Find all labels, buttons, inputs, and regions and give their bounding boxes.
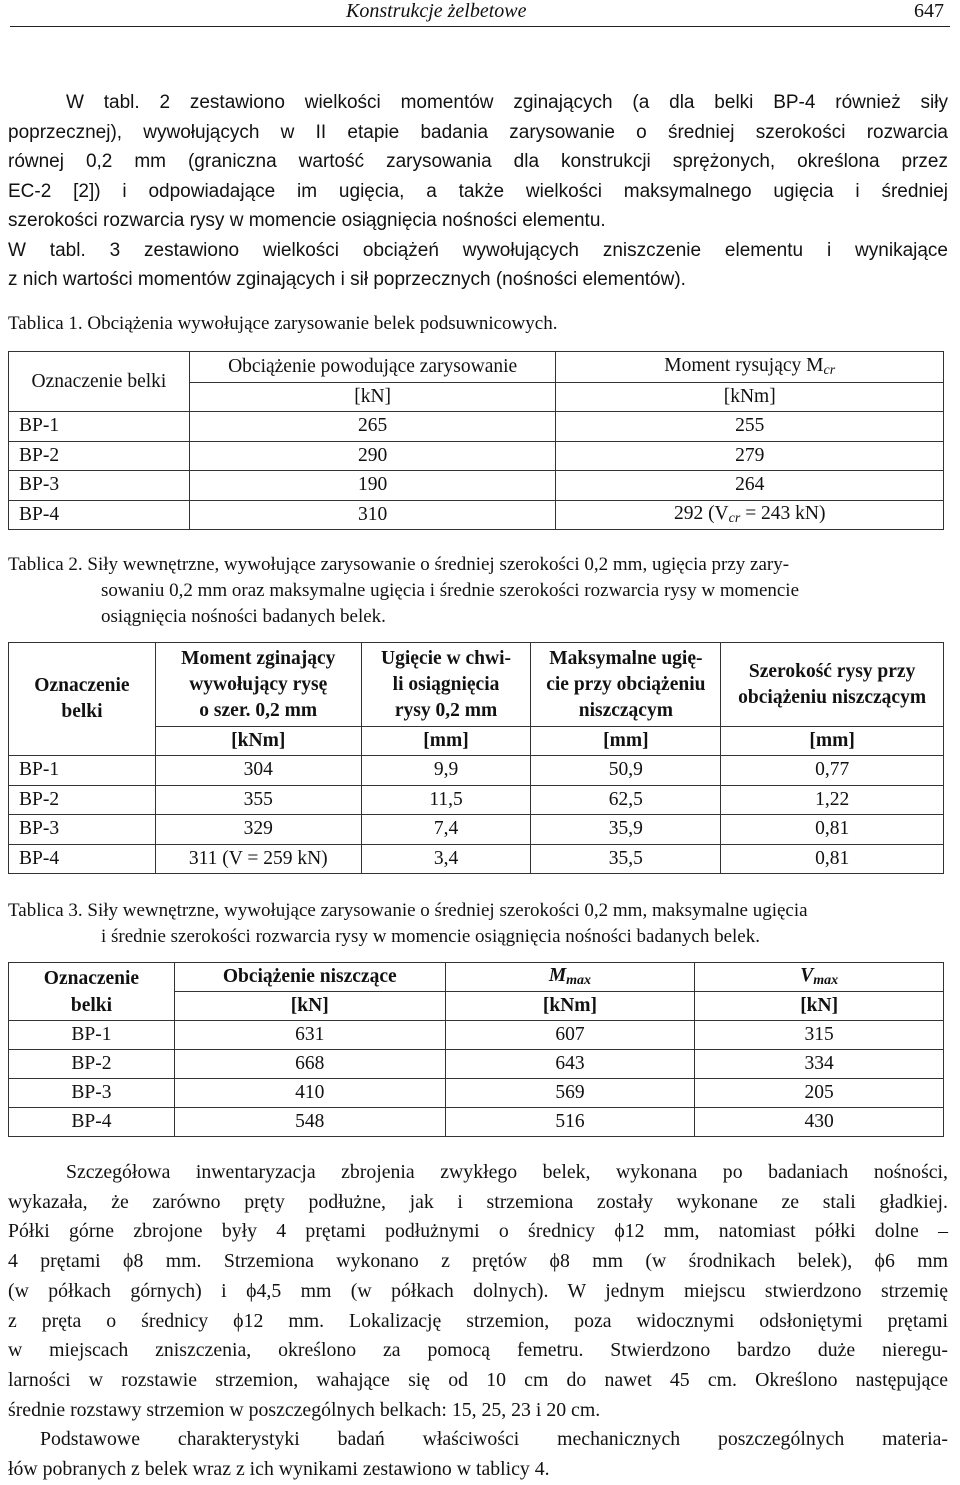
cell: 643 (445, 1050, 695, 1079)
table2-caption (8, 552, 950, 630)
table-row (9, 471, 944, 501)
cell: 50,9 (531, 756, 721, 786)
table-row (9, 844, 944, 874)
table2-header-crack-width: Szerokość rysy przy obciążeniu niszczącym (721, 643, 944, 727)
table-row (9, 441, 944, 471)
unit: [mm] (531, 727, 721, 756)
cell: 1,22 (721, 785, 944, 815)
cell: 11,5 (361, 785, 531, 815)
cell: 315 (695, 1021, 944, 1050)
caption-line: Tablica 3. Siły wewnętrzne, wywołujące zarysowanie o średniej szerokości 0,2 mm, maksymalne ugięcia (8, 900, 808, 921)
page-header (10, 0, 950, 27)
table2-header-moment: Moment zginający wywołujący rysę o szer. 0,2 mm (155, 643, 361, 727)
cell: 265 (189, 412, 556, 442)
cell: 0,81 (721, 815, 944, 845)
text-line: EC-2 [2]) i odpowiadające im ugięcia, a także wielkości maksymalnego ugięcia i średniej (8, 180, 948, 202)
text-line: w miejscach zniszczenia, określono za pomocą femetru. Stwierdzono bardzo duże nieregu- (8, 1339, 948, 1362)
unit: [kN] (695, 992, 944, 1021)
page-number: 647 (914, 0, 944, 22)
cell: 292 (Vcr = 243 kN) (556, 500, 944, 530)
cell: 329 (155, 815, 361, 845)
table1-unit-load: [kN] (189, 383, 556, 412)
table1-unit-moment: [kNm] (556, 383, 944, 412)
cell: 310 (189, 500, 556, 530)
unit: [kNm] (445, 992, 695, 1021)
table3-header-beam: Oznaczenie belki (9, 963, 175, 1021)
table-row (9, 756, 944, 786)
table1 (8, 351, 944, 530)
text-line: średnie rozstawy strzemion w poszczególnych belkach: 15, 25, 23 i 20 cm. (8, 1398, 601, 1421)
cell: 0,81 (721, 844, 944, 874)
beam-id: BP-3 (9, 815, 156, 845)
caption-line: sowaniu 0,2 mm oraz maksymalne ugięcia i średnie szerokości rozwarcia rysy w momencie (101, 580, 800, 601)
cell: 334 (695, 1050, 944, 1079)
text-line: (w półkach górnych) i ϕ4,5 mm (w półkach dolnych). W jednym miejscu stwierdzono strzemię (8, 1279, 948, 1302)
text-line: z nich wartości momentów zginających i sił poprzecznych (nośności elementów). (8, 269, 686, 290)
beam-id: BP-2 (9, 785, 156, 815)
cell: 607 (445, 1021, 695, 1050)
table-row (9, 1021, 944, 1050)
cell: 279 (556, 441, 944, 471)
beam-id: BP-2 (9, 1050, 175, 1079)
table3 (8, 962, 944, 1137)
text-line: równej 0,2 mm (graniczna wartość zarysowania dla konstrukcji sprężonych, określona przez (8, 151, 948, 172)
text-line: W tabl. 2 zestawiono wielkości momentów zginających (a dla belki BP-4 również siły (66, 92, 948, 113)
table3-header-load: Obciążenie niszczące (174, 963, 445, 992)
cell: 304 (155, 756, 361, 786)
text-line: larności w rozstawie strzemion, wahające się od 10 cm do nawet 45 cm. Określono następujące (8, 1368, 948, 1391)
text-line: 4 prętami ϕ8 mm. Strzemiona wykonano z prętów ϕ8 mm (w środnikach belek), ϕ6 mm (8, 1250, 948, 1273)
unit: [mm] (721, 727, 944, 756)
table2-header-max-deflection: Maksymalne ugię- cie przy obciążeniu niszczącym (531, 643, 721, 727)
table3-header-mmax: Mmax (445, 963, 695, 992)
cell: 35,9 (531, 815, 721, 845)
beam-id: BP-2 (9, 441, 190, 471)
cell: 35,5 (531, 844, 721, 874)
cell: 0,77 (721, 756, 944, 786)
cell: 7,4 (361, 815, 531, 845)
cell: 311 (V = 259 kN) (155, 844, 361, 874)
beam-id: BP-4 (9, 500, 190, 530)
cell: 290 (189, 441, 556, 471)
cell: 668 (174, 1050, 445, 1079)
cell: 516 (445, 1108, 695, 1137)
table2-header-deflection: Ugięcie w chwi- li osiągnięcia rysy 0,2 mm (361, 643, 531, 727)
text-line: Podstawowe charakterystyki badań właściwości mechanicznych poszczególnych materia- (40, 1428, 948, 1451)
beam-id: BP-4 (9, 844, 156, 874)
table1-header-moment: Moment rysujący Mcr (556, 352, 944, 383)
text-line: łów pobranych z belek wraz z ich wynikami zestawiono w tablicy 4. (8, 1458, 550, 1481)
beam-id: BP-1 (9, 412, 190, 442)
cell: 3,4 (361, 844, 531, 874)
table1-header-beam: Oznaczenie belki (9, 352, 190, 412)
cell: 264 (556, 471, 944, 501)
beam-id: BP-3 (9, 471, 190, 501)
table2 (8, 642, 944, 874)
table1-caption: Tablica 1. Obciążenia wywołujące zarysowanie belek podsuwnicowych. (8, 313, 558, 334)
table2-header-beam: Oznaczenie belki (9, 643, 156, 756)
table-row (9, 1079, 944, 1108)
caption-line: Tablica 2. Siły wewnętrzne, wywołujące zarysowanie o średniej szerokości 0,2 mm, ugięcia przy zary- (8, 554, 790, 575)
text-line: Szczegółowa inwentaryzacja zbrojenia zwykłego belek, wykonana po badaniach nośności, (66, 1161, 948, 1183)
caption-line: osiągnięcia nośności badanych belek. (101, 606, 386, 627)
caption-line: i średnie szerokości rozwarcia rysy w momencie osiągnięcia nośności badanych belek. (101, 926, 760, 947)
cell: 355 (155, 785, 361, 815)
table1-header-load: Obciążenie powodujące zarysowanie (189, 352, 556, 383)
text-line: Półki górne zbrojone były 4 prętami podłużnymi o średnicy ϕ12 mm, natomiast półki dolne – (8, 1220, 948, 1243)
cell: 205 (695, 1079, 944, 1108)
beam-id: BP-1 (9, 756, 156, 786)
cell: 62,5 (531, 785, 721, 815)
table-row (9, 785, 944, 815)
unit: [kN] (174, 992, 445, 1021)
intro-paragraph (8, 88, 948, 295)
running-title: Konstrukcje żelbetowe (346, 0, 527, 22)
cell: 255 (556, 412, 944, 442)
cell: 190 (189, 471, 556, 501)
table3-caption (8, 898, 950, 950)
beam-id: BP-4 (9, 1108, 175, 1137)
table-row (9, 815, 944, 845)
text-line: poprzecznej), wywołujących w II etapie badania zarysowanie o średniej szerokości rozwarcia (8, 121, 948, 143)
cell: 410 (174, 1079, 445, 1108)
text-line: szerokości rozwarcia rysy w momencie osiągnięcia nośności elementu. (8, 210, 606, 231)
body-paragraph (8, 1158, 948, 1485)
unit: [mm] (361, 727, 531, 756)
cell: 631 (174, 1021, 445, 1050)
table-row (9, 1108, 944, 1137)
table-row (9, 1050, 944, 1079)
text-line: z pręta o średnicy ϕ12 mm. Lokalizację strzemion, poza widocznymi odsłoniętymi prętami (8, 1309, 948, 1332)
beam-id: BP-3 (9, 1079, 175, 1108)
unit: [kNm] (155, 727, 361, 756)
beam-id: BP-1 (9, 1021, 175, 1050)
table-row (9, 500, 944, 530)
text-line: wykazała, że zarówno pręty podłużne, jak i strzemiona zostały wykonane ze stali gładkiej. (8, 1190, 948, 1213)
table3-header-vmax: Vmax (695, 963, 944, 992)
cell: 569 (445, 1079, 695, 1108)
cell: 548 (174, 1108, 445, 1137)
text-line: W tabl. 3 zestawiono wielkości obciążeń wywołujących zniszczenie elementu i wynikające (8, 239, 948, 261)
table-row (9, 412, 944, 442)
cell: 430 (695, 1108, 944, 1137)
cell: 9,9 (361, 756, 531, 786)
